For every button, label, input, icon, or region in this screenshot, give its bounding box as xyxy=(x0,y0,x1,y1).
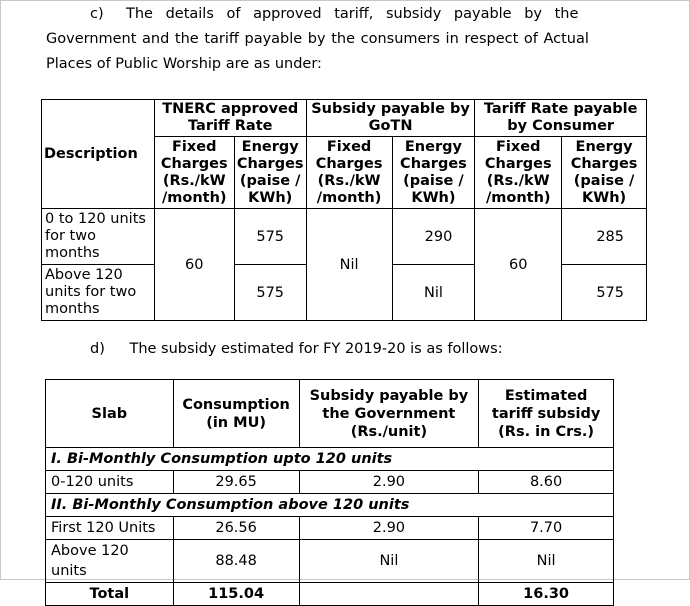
gotn-fixed-header: Fixed Charges (Rs./kW /month) xyxy=(306,137,392,209)
section-heading: I. Bi-Monthly Consumption upto 120 units xyxy=(46,448,614,471)
table-row xyxy=(46,471,614,494)
subsidy-header: Subsidy payable by the Government (Rs./unit) xyxy=(299,380,479,448)
tnerc-energy-header: Energy Charges (paise / KWh) xyxy=(234,137,306,209)
consumer-fixed-header: Fixed Charges (Rs./kW /month) xyxy=(475,137,562,209)
subsidy-table xyxy=(45,379,614,606)
intro-line-3: Places of Public Worship are as under: xyxy=(46,56,322,72)
gotn-energy-value: Nil xyxy=(392,265,475,321)
intro-line-2: Government and the tariff payable by the consumers in respect of Actual xyxy=(46,31,589,47)
table-row xyxy=(46,448,614,471)
intro-line-1-text: The details of approved tariff, subsidy payable by the xyxy=(126,6,579,22)
estimated-cell: 8.60 xyxy=(479,471,614,494)
tariff-header-tnerc: TNERC approved Tariff Rate xyxy=(154,100,306,137)
intro-label: c) xyxy=(90,6,104,22)
tariff-table xyxy=(41,99,647,321)
consumer-energy-value: 575 xyxy=(562,265,647,321)
consumption-cell: 29.65 xyxy=(173,471,299,494)
intro-paragraph xyxy=(46,2,626,77)
consumption-cell: 88.48 xyxy=(173,540,299,583)
total-estimated: 16.30 xyxy=(479,583,614,606)
table-row xyxy=(42,209,647,265)
tnerc-energy-value: 575 xyxy=(234,265,306,321)
subsidy-cell: 2.90 xyxy=(299,471,479,494)
table-row xyxy=(46,494,614,517)
subsidy-cell: 2.90 xyxy=(299,517,479,540)
slab-cell: First 120 Units xyxy=(46,517,174,540)
row-description: 0 to 120 units for two months xyxy=(42,209,155,265)
tariff-header-description: Description xyxy=(42,100,155,209)
table-row xyxy=(46,540,614,583)
tnerc-fixed-value: 60 xyxy=(154,209,234,321)
row-description: Above 120 units for two months xyxy=(42,265,155,321)
subsidy-intro xyxy=(90,339,503,359)
tariff-header-consumer: Tariff Rate payable by Consumer xyxy=(475,100,647,137)
estimated-cell: Nil xyxy=(479,540,614,583)
gotn-energy-header: Energy Charges (paise / KWh) xyxy=(392,137,475,209)
estimated-cell: 7.70 xyxy=(479,517,614,540)
total-row xyxy=(46,583,614,606)
consumer-fixed-value: 60 xyxy=(475,209,562,321)
tnerc-fixed-header: Fixed Charges (Rs./kW /month) xyxy=(154,137,234,209)
subsidy-intro-text: The subsidy estimated for FY 2019-20 is as follows: xyxy=(129,341,503,357)
slab-cell: Above 120 units xyxy=(46,540,174,583)
total-consumption: 115.04 xyxy=(173,583,299,606)
estimated-header: Estimated tariff subsidy (Rs. in Crs.) xyxy=(479,380,614,448)
total-subsidy xyxy=(299,583,479,606)
table-row xyxy=(46,517,614,540)
subsidy-cell: Nil xyxy=(299,540,479,583)
consumption-header: Consumption (in MU) xyxy=(173,380,299,448)
subsidy-intro-label: d) xyxy=(90,341,105,357)
slab-cell: 0-120 units xyxy=(46,471,174,494)
intro-line-1 xyxy=(46,2,626,27)
consumer-energy-value: 285 xyxy=(562,209,647,265)
gotn-fixed-value: Nil xyxy=(306,209,392,321)
gotn-energy-value: 290 xyxy=(392,209,475,265)
total-label: Total xyxy=(46,583,174,606)
tariff-header-gotn: Subsidy payable by GoTN xyxy=(306,100,475,137)
slab-header: Slab xyxy=(46,380,174,448)
consumption-cell: 26.56 xyxy=(173,517,299,540)
section-heading: II. Bi-Monthly Consumption above 120 units xyxy=(46,494,614,517)
consumer-energy-header: Energy Charges (paise / KWh) xyxy=(562,137,647,209)
tnerc-energy-value: 575 xyxy=(234,209,306,265)
